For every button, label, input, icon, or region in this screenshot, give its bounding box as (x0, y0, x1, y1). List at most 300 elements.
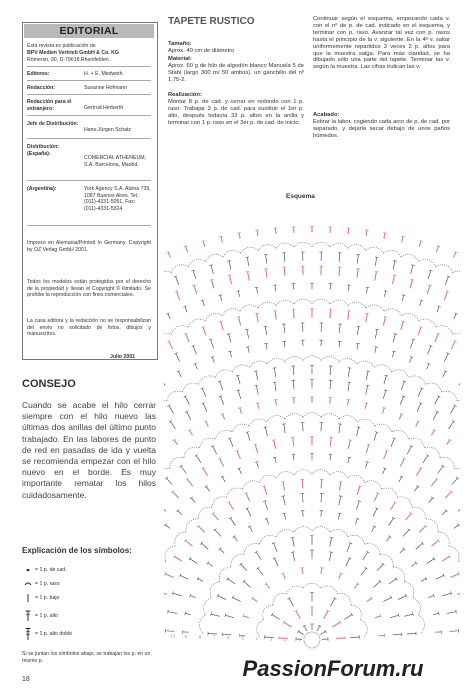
stitch-mark (427, 285, 430, 294)
stitch-mark (393, 334, 395, 343)
stitch-mark (244, 581, 251, 587)
stitch-mark (339, 267, 340, 276)
stitch-top (255, 287, 258, 288)
stitch-mark (257, 313, 259, 322)
chain-arc (412, 507, 426, 519)
stitch-mark (330, 366, 331, 375)
treble-crochet-icon (22, 628, 34, 640)
stitch-top (348, 440, 352, 441)
stitch-top (179, 465, 182, 467)
stitch-mark (437, 246, 439, 252)
publisher-address: Römerstr. 90, D-79618 Rheinfelden. (27, 57, 111, 63)
stitch-mark (330, 309, 331, 318)
stitch-mark (168, 314, 170, 320)
stitch-mark (330, 538, 332, 547)
stitch-mark (228, 579, 235, 584)
stitch-top (291, 552, 295, 553)
stitch-mark (419, 241, 421, 247)
stitch-mark (164, 592, 167, 595)
stitch-mark (357, 269, 358, 278)
stitch-mark (321, 494, 322, 503)
stitch-top (339, 481, 343, 482)
stitch-top (219, 236, 223, 237)
stitch-mark (357, 486, 360, 495)
stitch-mark (363, 552, 368, 560)
stitch-mark (168, 612, 177, 614)
stitch-mark (419, 526, 425, 532)
stitch-mark (403, 530, 409, 537)
stitch-mark (206, 487, 209, 492)
stitch-mark (229, 334, 231, 343)
stitch-mark (392, 351, 394, 357)
stitch-mark (366, 445, 369, 454)
chain-arc (250, 361, 268, 367)
chain-arc (337, 594, 351, 605)
stitch-mark (284, 513, 285, 519)
stitch-mark (258, 568, 263, 575)
stitch-top (348, 368, 352, 369)
chain-arc (171, 265, 188, 273)
chain-arc (348, 475, 365, 482)
stitch-top (273, 457, 277, 458)
stitch-top (254, 371, 258, 372)
stitch-mark (193, 346, 196, 354)
stitch-top (237, 316, 241, 317)
symbol-row-single (22, 592, 162, 604)
stitch-mark (203, 241, 205, 247)
stitch-mark (265, 326, 266, 335)
stitch-mark (198, 526, 204, 532)
stitch-mark (391, 502, 396, 510)
stitch-mark (459, 380, 460, 385)
chain-arc (330, 472, 348, 478)
stitch-mark (296, 611, 300, 619)
symbol-row-double (22, 610, 162, 622)
stitch-mark (265, 501, 268, 510)
stitch-mark (267, 519, 269, 525)
stitch-mark (266, 269, 267, 278)
stitch-mark (252, 598, 257, 602)
row-number: 7 (212, 634, 216, 640)
stitch-top (228, 275, 232, 276)
stitch-top (384, 316, 388, 317)
stitch-mark (240, 408, 242, 414)
redaccion-ext-value: Gertrud Herberth (84, 105, 124, 111)
stitch-mark (215, 530, 221, 537)
chain-arc (276, 300, 294, 305)
stitch-top (246, 347, 250, 348)
disclaimer-text: La casa editora y la redacción no se responsabilizan del envío no solicitado de fotos, dibujos y manuscritos. (27, 318, 151, 338)
consejo-text: Cuando se acabe el hilo cerrar siempre con el hilo nuevo las últimas dos anillas del último punto trabajado. En las labores de punto de red en pasadas de ida y vuelta se recomienda empezar con el hilo nuevo en el borde. Es muy importante rematar los hilos cuidadosamente. (22, 400, 156, 500)
stitch-mark (374, 493, 378, 501)
stitch-mark (411, 265, 413, 274)
page-number: 18 (22, 676, 30, 683)
stitch-mark (393, 634, 402, 635)
stitch-mark (374, 581, 381, 587)
stitch-mark (400, 396, 403, 404)
stitch-mark (447, 440, 450, 445)
stitch-mark (203, 327, 206, 336)
stitch-mark (320, 631, 325, 634)
stitch-mark (339, 573, 341, 579)
row-number: 8 (198, 634, 202, 640)
double-crochet-icon (22, 610, 34, 622)
stitch-top (274, 399, 278, 400)
stitch-top (264, 343, 268, 344)
stitch-mark (284, 622, 292, 627)
stitch-mark (454, 525, 459, 529)
symbol-label: = 1 p. de cad. (35, 567, 67, 573)
chain-arc (232, 365, 249, 372)
stitch-top (330, 552, 334, 553)
stitch-mark (246, 493, 250, 501)
chain-arc (409, 376, 426, 384)
stitch-mark (386, 537, 390, 542)
row-number: 10 (170, 633, 176, 639)
stitch-mark (289, 599, 293, 607)
stitch-mark (221, 321, 223, 330)
stitch-mark (173, 492, 179, 499)
realizacion-text: Montar 8 p. de cad. y cerrar en redondo con 1 p. raso. Trabajar 3 p. de cad. para sustituir el 1er p. alto, después todavía 33 p. altos en la anilla y terminar con 1 p. raso en el 3er p. de cad. de inicio. (168, 99, 304, 126)
chain-arc (165, 546, 175, 561)
stitch-mark (220, 295, 222, 301)
chain-arc (188, 319, 205, 327)
stitch-mark (452, 478, 458, 485)
stitch-mark (349, 440, 351, 449)
chain-arc (374, 365, 391, 372)
row-number: 5 (241, 635, 244, 641)
stitch-mark (348, 228, 349, 234)
stitch-mark (185, 541, 192, 547)
stitch-mark (443, 371, 446, 376)
stitch-mark (293, 552, 295, 561)
chain-arc (205, 313, 222, 320)
row-number: 6 (227, 635, 230, 641)
chain-arc (198, 507, 212, 519)
stitch-mark (348, 400, 349, 406)
stitch-mark (256, 552, 261, 560)
stitch-mark (178, 371, 181, 376)
stitch-mark (211, 614, 220, 616)
stitch-mark (438, 466, 444, 473)
stitch-mark (339, 482, 341, 491)
chain-arc (259, 535, 276, 544)
stitch-mark (401, 381, 404, 389)
stitch-mark (241, 564, 247, 571)
stitch-mark (375, 616, 381, 618)
symbol-label: = 1 p. raso (35, 581, 60, 587)
stitch-mark (190, 430, 193, 435)
stitch-mark (445, 277, 448, 285)
chain-arc (219, 567, 230, 582)
stitch-top (246, 257, 250, 258)
chain-arc (339, 416, 357, 422)
stitch-mark (230, 438, 233, 446)
stitch-mark (190, 596, 196, 598)
stitch-mark (366, 230, 367, 236)
stitch-mark (274, 558, 278, 566)
stitch-mark (432, 541, 439, 547)
chain-arc (366, 305, 384, 311)
stitch-top (255, 230, 259, 231)
stitch-mark (444, 354, 448, 362)
tamano-heading: Tamaño: (168, 41, 192, 47)
stitch-mark (331, 599, 335, 607)
chain-arc (397, 497, 412, 507)
stitch-mark (339, 324, 340, 333)
stitch-mark (174, 440, 177, 445)
chain-arc (321, 356, 339, 361)
chain-arc (401, 254, 418, 261)
stitch-top (366, 551, 369, 553)
stitch-mark (220, 549, 224, 553)
stitch-mark (275, 382, 276, 391)
slip-stitch-icon (22, 578, 34, 590)
stitch-mark (169, 341, 173, 349)
chain-arc (321, 413, 339, 418)
stitch-mark (304, 626, 307, 631)
stitch-top (283, 513, 287, 514)
stitch-mark (238, 390, 241, 399)
stitch-mark (402, 295, 404, 301)
stitch-mark (454, 252, 456, 258)
stitch-mark (389, 518, 394, 526)
chain-arc (294, 242, 312, 247)
stitch-mark (431, 479, 437, 486)
stitch-mark (220, 381, 223, 389)
stitch-mark (429, 498, 433, 503)
stitch-mark (294, 309, 295, 318)
stitch-top (374, 347, 378, 348)
stitch-mark (212, 280, 215, 289)
stitch-top (272, 440, 276, 441)
chain-arc (457, 400, 460, 410)
stitch-mark (420, 300, 422, 306)
chain-arc (402, 313, 419, 320)
chain-arc (392, 430, 409, 439)
stitch-top (456, 610, 457, 614)
chain-arc (419, 259, 436, 266)
chain-arc (419, 319, 436, 327)
stitch-top (375, 329, 379, 330)
stitch-top (205, 486, 208, 488)
stitch-mark (239, 469, 241, 475)
stitch-mark (177, 291, 180, 299)
stitch-mark (357, 255, 358, 264)
chain-stitch-icon (22, 564, 34, 576)
editores-label: Editores: (27, 71, 50, 77)
stitch-mark (221, 396, 224, 404)
stitch-top (356, 343, 360, 344)
chain-arc (175, 532, 186, 546)
stitch-top (439, 612, 440, 616)
stitch-top (282, 496, 286, 497)
stitch-top (366, 385, 370, 386)
stitch-top (300, 568, 304, 569)
chain-arc (183, 383, 199, 392)
chain-arc (384, 309, 402, 316)
stitch-mark (181, 466, 187, 473)
chain-arc (164, 400, 167, 410)
stitch-mark (432, 430, 435, 435)
stitch-mark (332, 622, 340, 627)
stitch-mark (384, 451, 387, 459)
chain-arc (330, 530, 348, 537)
stitch-mark (247, 257, 249, 266)
dist-ar-label: (Argentina): (27, 186, 57, 192)
chain-arc (243, 481, 260, 489)
stitch-top (348, 382, 352, 383)
dist-ar-value: York Agency S.A. Alsina 739, 1087 Buenos Aires. Tel.: (011)-4331-5051, Fax: (011)-4331-5324 (84, 186, 151, 212)
chain-arc (442, 391, 458, 401)
chain-arc (184, 447, 199, 457)
stitch-mark (428, 346, 431, 354)
stitch-mark (293, 437, 294, 446)
stitch-mark (250, 526, 253, 531)
editorial-title: EDITORIAL (24, 24, 154, 38)
stitch-top (366, 313, 370, 314)
chain-arc (436, 326, 453, 335)
chain-arc (351, 605, 361, 620)
stitch-mark (366, 371, 368, 380)
stitch-top (291, 537, 295, 538)
stitch-mark (375, 272, 377, 281)
stitch-top (246, 271, 250, 272)
stitch-mark (339, 341, 340, 347)
stitch-mark (375, 257, 377, 266)
stitch-mark (264, 486, 267, 495)
dist-es-label: Distribución: (España): (27, 144, 59, 157)
stitch-mark (348, 285, 349, 291)
stitch-mark (164, 380, 165, 385)
stitch-mark (176, 354, 180, 362)
chain-arc (436, 265, 453, 273)
stitch-mark (275, 285, 276, 291)
chain-arc (263, 605, 273, 620)
chain-arc (267, 358, 285, 364)
stitch-top (281, 481, 285, 482)
stitch-mark (329, 552, 331, 561)
stitch-mark (208, 563, 213, 567)
stitch-mark (193, 270, 196, 279)
stitch-top (255, 551, 258, 553)
stitch-top (366, 287, 370, 288)
stitch-top (348, 457, 352, 458)
divider (27, 80, 151, 81)
stitch-mark (283, 496, 285, 505)
stitch-mark (206, 421, 209, 426)
stitch-mark (401, 321, 403, 330)
stitch-top (256, 403, 260, 404)
stitch-mark (213, 513, 219, 520)
printed-text: Impreso en Alemania/Printed in Germany. Copyright by OZ Verlag GmbH 2001. (27, 240, 151, 253)
stitch-mark (324, 611, 328, 619)
chain-arc (381, 488, 397, 497)
stitch-mark (344, 615, 352, 620)
chain-arc (223, 309, 241, 316)
stitch-mark (272, 615, 280, 620)
stitch-mark (435, 334, 438, 342)
stitch-mark (454, 314, 456, 320)
stitch-top (375, 257, 379, 258)
stitch-mark (414, 487, 417, 492)
symbols-title: Explicación de los símbolos: (22, 546, 132, 555)
symbol-label: = 1 p. alto doble (35, 631, 73, 637)
stitch-top (433, 557, 435, 560)
stitch-mark (366, 313, 368, 322)
stitch-mark (347, 543, 350, 551)
stitch-top (330, 537, 334, 538)
chain-arc (321, 586, 338, 594)
stitch-mark (169, 406, 174, 414)
stitch-mark (330, 380, 331, 389)
chain-arc (241, 247, 259, 253)
chain-arc (294, 470, 312, 475)
chain-arc (277, 472, 295, 478)
chain-arc (215, 430, 232, 439)
chain-arc (199, 615, 205, 633)
stitch-mark (372, 526, 375, 531)
chain-arc (215, 370, 232, 378)
stitch-mark (346, 558, 350, 566)
stitch-mark (198, 579, 203, 582)
stitch-top (393, 260, 397, 261)
stitch-top (273, 368, 277, 369)
stitch-mark (377, 564, 383, 571)
symbols-note: Si se juntan los símbolos abajo, se trabajan los p. en un mismo p. (22, 651, 151, 664)
redaccion-ext-label: Redacción para el extranjero: (27, 99, 72, 112)
stitch-mark (243, 616, 249, 618)
stitch-mark (248, 347, 249, 353)
stitch-mark (366, 386, 368, 395)
chain-arc (413, 598, 421, 615)
stitch-mark (339, 496, 341, 505)
chain-arc (273, 594, 287, 605)
stitch-mark (247, 508, 251, 516)
stitch-mark (237, 451, 240, 459)
stitch-mark (284, 424, 285, 433)
chain-arc (223, 250, 241, 256)
issue-date: Julio 2001 (110, 354, 136, 360)
row-number: 4 (255, 636, 258, 642)
stitch-mark (275, 311, 276, 320)
stitch-top (237, 291, 241, 292)
stitch-mark (211, 339, 214, 348)
publisher-intro: Esta revista es publicación de (27, 43, 96, 49)
stitch-mark (400, 459, 404, 467)
stitch-mark (266, 344, 267, 350)
chain-arc (339, 358, 357, 364)
stitch-mark (383, 408, 385, 414)
single-crochet-icon (22, 592, 34, 604)
stitch-mark (450, 631, 459, 632)
stitch-mark (212, 357, 214, 363)
stitch-mark (451, 574, 459, 578)
chain-arc (330, 243, 348, 248)
stitch-mark (354, 584, 358, 589)
stitch-mark (180, 575, 188, 579)
stitch-mark (266, 255, 267, 264)
stitch-mark (411, 339, 414, 348)
stitch-mark (391, 438, 394, 446)
chain-arc (206, 254, 223, 261)
stitch-mark (196, 456, 201, 464)
stitch-mark (421, 579, 426, 582)
stitch-top (392, 517, 395, 519)
starting-ring (304, 632, 320, 648)
chain-arc (167, 391, 183, 401)
stitch-mark (186, 334, 189, 342)
